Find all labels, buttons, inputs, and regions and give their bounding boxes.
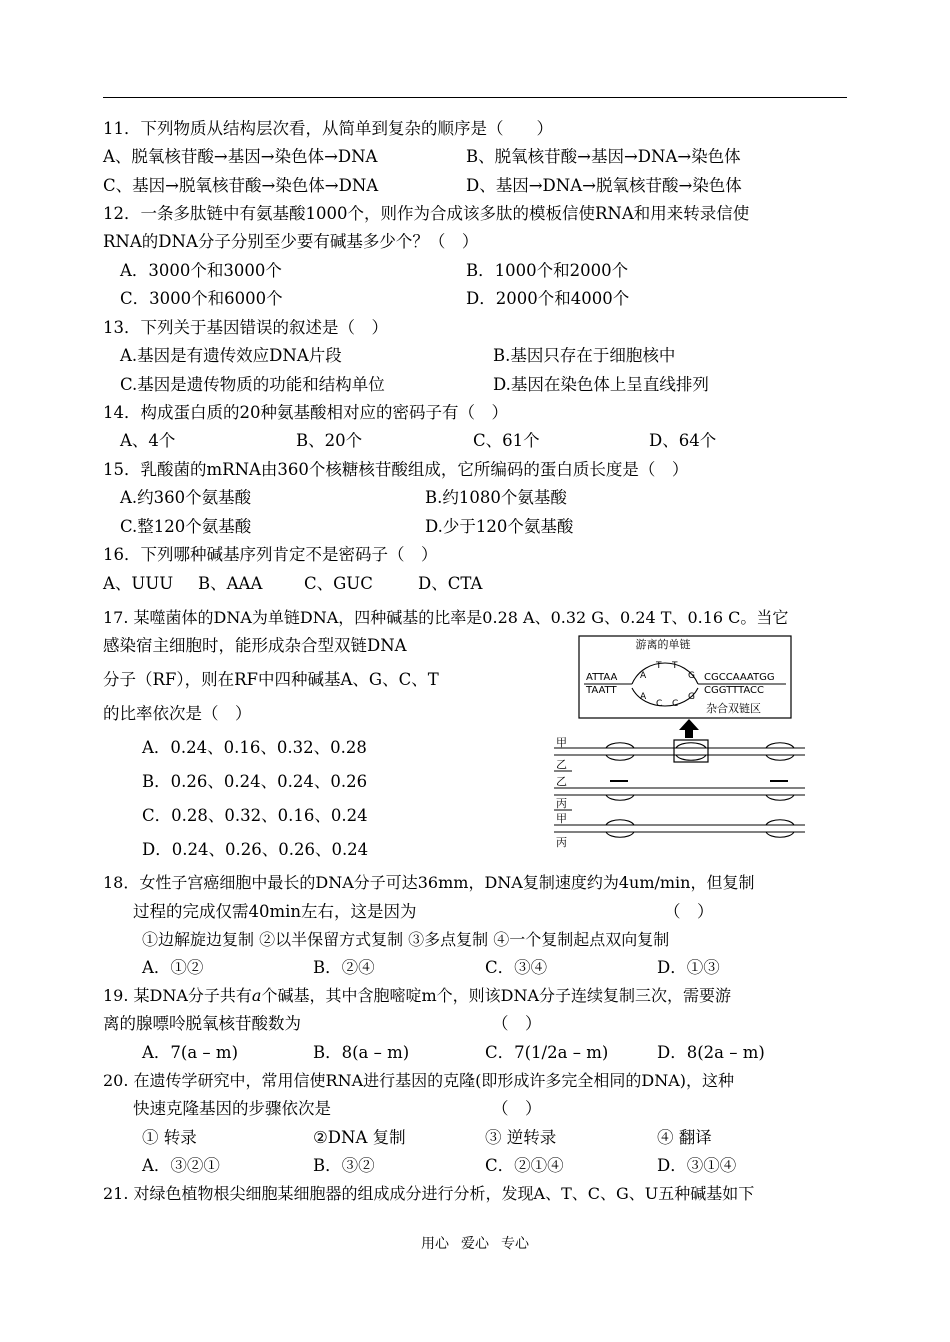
q14-option-c: C、61个 (473, 431, 540, 450)
loop-bottom-base: C (672, 699, 679, 709)
q12-option-a: A．3000个和3000个 (120, 261, 282, 280)
q19-variable-a: a (251, 986, 262, 1005)
q15-stem: 15．乳酸菌的mRNA由360个核糖核苷酸组成，它所编码的蛋白质长度是（ ） (103, 460, 689, 479)
q19-option-c: C．7(1/2a – m) (485, 1043, 609, 1062)
q13-option-a: A.基因是有遗传效应DNA片段 (120, 346, 342, 365)
strand-label: 乙 (556, 758, 567, 771)
q21-stem-line1: 21. 对绿色植物根尖细胞某细胞器的组成成分进行分析，发现A、T、C、G、U五种碱基如下 (103, 1184, 755, 1203)
seq-bottom-left: TAATT (586, 685, 617, 696)
q14-option-d: D、64个 (649, 431, 717, 450)
q20-item-4: ④ 翻译 (657, 1128, 712, 1147)
strand-label: 乙 (556, 775, 567, 788)
up-arrow-icon (679, 719, 699, 738)
q18-stem-line2: 过程的完成仅需40min左右，这是因为 (133, 902, 417, 921)
q20-stem-line1: 20. 在遗传学研究中，常用信使RNA进行基因的克隆(即形成许多完全相同的DNA)，这种 (103, 1071, 735, 1090)
q17-stem-line3: 分子（RF），则在RF中四种碱基A、G、C、T (103, 670, 439, 689)
footer-word: 用心 (421, 1236, 449, 1252)
loop-top-base: T (656, 661, 662, 671)
q18-option-d: D．①③ (657, 958, 720, 977)
q14-stem: 14．构成蛋白质的20种氨基酸相对应的密码子有（ ） (103, 403, 508, 422)
q12-option-b: B．1000个和2000个 (466, 261, 629, 280)
q19-option-d: D．8(2a – m) (657, 1043, 765, 1062)
q20-option-d: D．③①④ (657, 1156, 737, 1175)
loop-top-base: A (640, 671, 647, 681)
q13-option-d: D.基因在染色体上呈直线排列 (493, 375, 709, 394)
q18-bracket: （ ） (664, 902, 714, 921)
q15-option-a: A.约360个氨基酸 (120, 488, 252, 507)
q17-option-a: A．0.24、0.16、0.32、0.28 (142, 738, 367, 757)
q17-option-b: B．0.26、0.24、0.24、0.26 (142, 772, 368, 791)
q16-option-d: D、CTA (418, 574, 483, 593)
q18-option-a: A．①② (142, 958, 204, 977)
q17-stem-line1: 17. 某噬菌体的DNA为单链DNA，四种碱基的比率是0.28 A、0.32 G、0.24 T、0.16 C。当它 (103, 608, 789, 627)
q18-option-b: B．②④ (313, 958, 375, 977)
strand-label: 丙 (556, 836, 567, 849)
loop-top-base: T (672, 661, 678, 671)
q19-stem-pre: 19. 某DNA分子共有 (103, 986, 252, 1005)
strand-label: 丙 (556, 797, 567, 810)
q12-stem-line2: RNA的DNA分子分别至少要有碱基多少个？（ ） (103, 232, 479, 251)
q13-option-b: B.基因只存在于细胞核中 (493, 346, 676, 365)
q11-option-d: D、基因→DNA→脱氧核苷酸→染色体 (466, 176, 742, 195)
q17-stem-line2: 感染宿主细胞时，能形成杂合型双链DNA (103, 636, 407, 655)
strand-label: 甲 (556, 812, 567, 825)
single-strand-label: 游离的单链 (635, 638, 691, 651)
loop-bottom-base: A (640, 692, 647, 702)
q13-option-c: C.基因是遗传物质的功能和结构单位 (120, 375, 385, 394)
q16-option-b: B、AAA (198, 574, 263, 593)
q15-option-c: C.整120个氨基酸 (120, 517, 252, 536)
q20-item-2: ②DNA 复制 (313, 1128, 406, 1147)
q17-stem-line4: 的比率依次是（ ） (103, 704, 252, 723)
q11-option-b: B、脱氧核苷酸→基因→DNA→染色体 (466, 147, 741, 166)
q20-stem-line2: 快速克隆基因的步骤依次是 (133, 1099, 331, 1118)
q18-option-c: C．③④ (485, 958, 548, 977)
q16-option-c: C、GUC (304, 574, 373, 593)
q15-option-b: B.约1080个氨基酸 (425, 488, 567, 507)
loop-bottom-base: G (688, 692, 695, 702)
q19-stem-line2: 离的腺嘌呤脱氧核苷酸数为 (103, 1014, 301, 1033)
q15-option-d: D.少于120个氨基酸 (425, 517, 574, 536)
q18-stem-line1: 18．女性子宫癌细胞中最长的DNA分子可达36mm，DNA复制速度约为4um/min，但复制 (103, 873, 755, 892)
q16-option-a: A、UUU (103, 574, 174, 593)
q20-item-3: ③ 逆转录 (485, 1128, 557, 1147)
q12-option-d: D．2000个和4000个 (466, 289, 630, 308)
q11-stem: 11．下列物质从结构层次看，从简单到复杂的顺序是（ ） (103, 119, 553, 138)
seq-bottom-right: CGGTTTACC (704, 685, 764, 696)
q20-option-c: C．②①④ (485, 1156, 564, 1175)
q13-stem: 13．下列关于基因错误的叙述是（ ） (103, 318, 388, 337)
q19-stem-post: 个碱基，其中含胞嘧啶m个，则该DNA分子连续复制三次，需要游 (261, 986, 732, 1005)
loop-top-base: G (688, 671, 695, 681)
q20-option-b: B．③② (313, 1156, 375, 1175)
q19-stem-line1 (103, 985, 731, 1007)
q19-option-b: B．8(a – m) (313, 1043, 410, 1062)
footer-word: 爱心 (461, 1236, 489, 1252)
q20-item-1: ① 转录 (142, 1128, 197, 1147)
seq-top-left: ATTAA (586, 672, 618, 683)
q17-option-d: D．0.24、0.26、0.26、0.24 (142, 840, 369, 859)
header-rule (103, 97, 847, 98)
q19-option-a: A．7(a – m) (142, 1043, 239, 1062)
q12-option-c: C．3000个和6000个 (120, 289, 283, 308)
footer-word: 专心 (501, 1236, 529, 1252)
loop-bottom-base: C (656, 699, 663, 709)
q18-items: ①边解旋边复制 ②以半保留方式复制 ③多点复制 ④一个复制起点双向复制 (142, 930, 670, 949)
q11-option-c: C、基因→脱氧核苷酸→染色体→DNA (103, 176, 379, 195)
q17-option-c: C．0.28、0.32、0.16、0.24 (142, 806, 368, 825)
page-footer (0, 1233, 950, 1253)
q12-stem-line1: 12．一条多肽链中有氨基酸1000个，则作为合成该多肽的模板信使RNA和用来转录信使 (103, 204, 750, 223)
q14-option-b: B、20个 (296, 431, 363, 450)
q11-option-a: A、脱氧核苷酸→基因→染色体→DNA (103, 147, 378, 166)
seq-top-right: CGCCAAATGG (704, 672, 775, 683)
q19-bracket: （ ） (492, 1014, 542, 1033)
strand-label: 甲 (556, 736, 567, 749)
q14-option-a: A、4个 (120, 431, 176, 450)
q20-option-a: A．③②① (142, 1156, 220, 1175)
hybrid-region-label: 杂合双链区 (706, 702, 761, 715)
q20-bracket: （ ） (492, 1099, 542, 1118)
q16-stem: 16．下列哪种碱基序列肯定不是密码子（ ） (103, 545, 438, 564)
dna-hybrid-diagram (548, 626, 808, 854)
